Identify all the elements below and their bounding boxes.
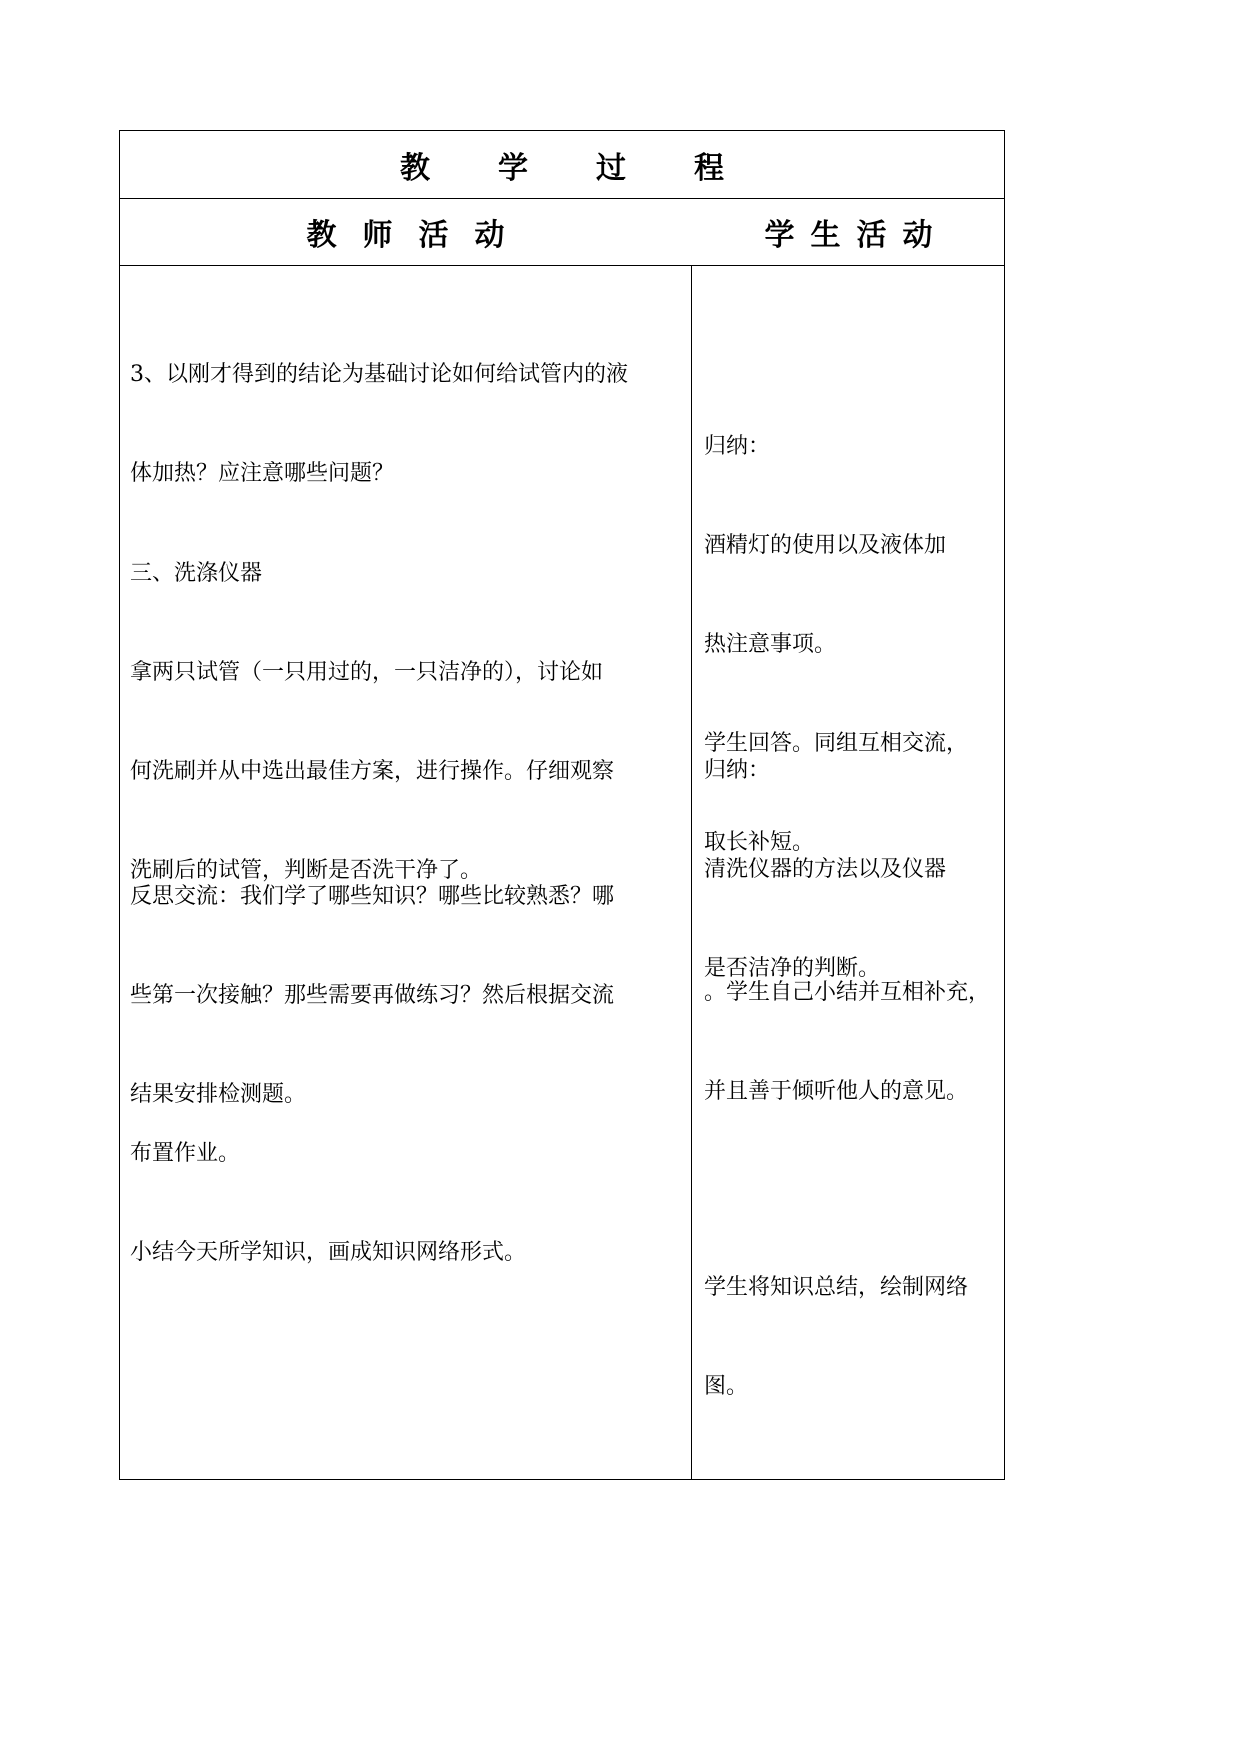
header-char: 师 [362,217,393,253]
text-line: 归纳： [704,434,771,459]
student-activity-header [691,198,1006,265]
text-line: 热注意事项。 [704,632,837,657]
column-divider [691,265,692,1479]
text-line: 酒精灯的使用以及液体加 [704,533,947,558]
text-line: 体加热？应注意哪些问题？ [130,461,395,486]
header-char: 动 [902,217,933,253]
title-char: 过 [596,150,626,186]
text-line: 清洗仪器的方法以及仪器 [704,857,947,882]
text-line: 布置作业。 [130,1141,241,1166]
table-title [120,131,1004,198]
lesson-table [119,130,1005,1480]
student-block-self-summary [704,910,1004,1174]
text-line: 。学生自己小结并互相补充， [704,980,991,1005]
text-line: 何洗刷并从中选出最佳方案，进行操作。仔细观察 [130,759,615,784]
header-char: 生 [810,217,841,253]
text-line: 拿两只试管（一只用过的，一只洁净的），讨论如 [130,660,604,685]
text-line: 学生将知识总结，绘制网络 [704,1275,969,1300]
text-line: 三、洗涤仪器 [130,561,263,586]
header-char: 活 [856,217,887,253]
text-line: 3、以刚才得到的结论为基础讨论如何给试管内的液 [130,362,628,387]
text-line: 图。 [704,1374,749,1399]
header-char: 动 [474,217,505,253]
title-char: 学 [498,150,528,186]
header-char: 学 [764,217,795,253]
header-char: 教 [306,217,337,253]
text-line: 归纳： [704,758,771,783]
header-divider [120,265,1004,266]
student-block-knowledge-map [704,1205,1004,1469]
text-line: 小结今天所学知识，画成知识网络形式。 [130,1240,527,1265]
text-line: 学生回答。同组互相交流， [704,731,969,756]
text-line: 洗刷后的试管，判断是否洗干净了。 [130,858,483,883]
text-line: 反思交流：我们学了哪些知识？哪些比较熟悉？哪 [130,884,615,909]
text-line: 并且善于倾听他人的意见。 [704,1079,969,1104]
text-line: 取长补短。 [704,830,815,855]
title-char: 程 [694,150,724,186]
teacher-block-homework [130,1071,685,1335]
text-line: 些第一次接触？那些需要再做练习？然后根据交流 [130,983,615,1008]
header-char: 活 [418,217,449,253]
title-char: 教 [400,150,430,186]
text-line: 是否洁净的判断。 [704,956,881,981]
teacher-activity-header [120,198,691,265]
text-line: 结果安排检测题。 [130,1082,307,1107]
